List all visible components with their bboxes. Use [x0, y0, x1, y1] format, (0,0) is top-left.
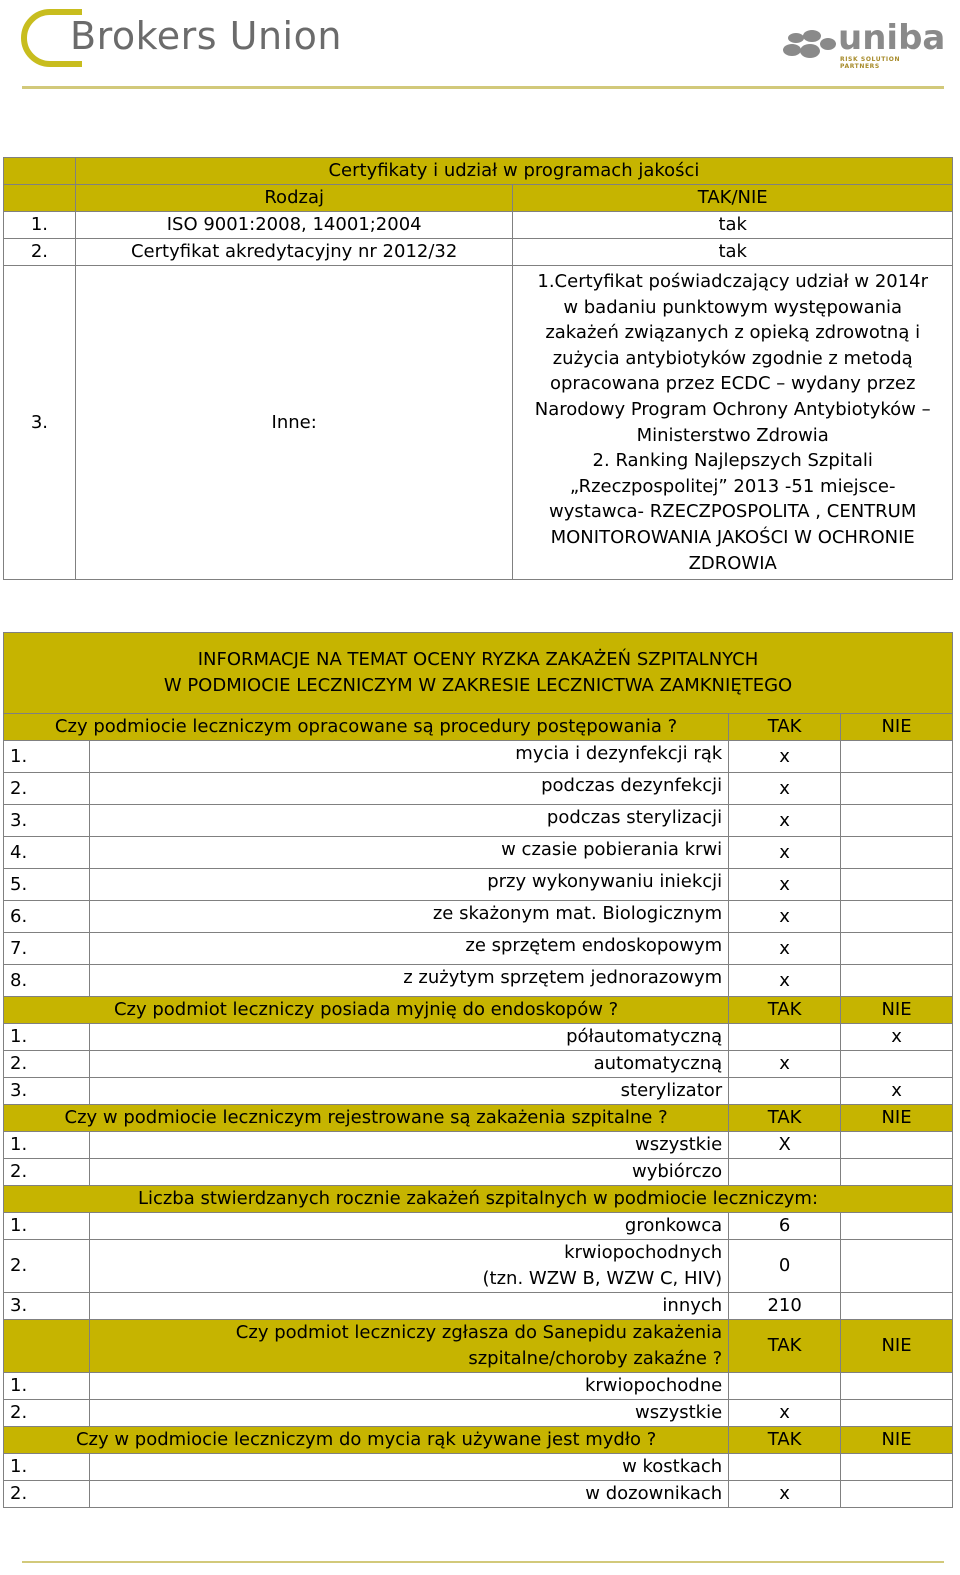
- row-other-details: [513, 266, 953, 580]
- row-label: krwiopochodne: [89, 1373, 728, 1400]
- row-number: 5.: [4, 869, 90, 901]
- section-header-procedures: [4, 714, 953, 741]
- row-number: 1.: [4, 1454, 90, 1481]
- row-type: Inne:: [75, 266, 513, 580]
- certificates-title: Certyfikaty i udział w programach jakości: [75, 158, 952, 185]
- row-yes: [729, 1373, 841, 1400]
- row-number: 1.: [4, 1132, 90, 1159]
- other-line: Ministerstwo Zdrowia: [636, 424, 829, 446]
- uniba-logo-text: uniba: [838, 18, 946, 58]
- other-line: Narodowy Program Ochrony Antybiotyków –: [534, 398, 931, 420]
- section-question-line1: Czy podmiot leczniczy zgłasza do Sanepidu zakażenia: [235, 1322, 723, 1343]
- row-number: 2.: [4, 1051, 90, 1078]
- row-label: innych: [89, 1293, 728, 1320]
- column-header-yes-no: TAK/NIE: [513, 185, 953, 212]
- row-label: gronkowca: [89, 1213, 728, 1240]
- other-line: MONITOROWANIA JAKOŚCI W OCHRONIE: [550, 526, 915, 548]
- column-header-no: NIE: [841, 1105, 953, 1132]
- table-row: [4, 1078, 953, 1105]
- row-yes: [729, 1078, 841, 1105]
- row-yes: x: [729, 805, 841, 837]
- section-question: Liczba stwierdzanych rocznie zakażeń szpitalnych w podmiocie leczniczym:: [4, 1186, 953, 1213]
- column-header-yes: TAK: [729, 1320, 841, 1373]
- table-row: [4, 1454, 953, 1481]
- table-row: [4, 239, 953, 266]
- row-yes: x: [729, 1051, 841, 1078]
- row-number: 2.: [4, 1481, 90, 1508]
- row-value: tak: [513, 212, 953, 239]
- column-header-no: NIE: [841, 997, 953, 1024]
- row-no: [841, 1400, 953, 1427]
- section-header-infection-counts: [4, 1186, 953, 1213]
- empty-cell: [841, 1240, 953, 1293]
- row-yes: x: [729, 901, 841, 933]
- row-label: półautomatyczną: [89, 1024, 728, 1051]
- row-number: 2.: [4, 1240, 90, 1293]
- empty-cell: [4, 1320, 90, 1373]
- row-label: w dozownikach: [89, 1481, 728, 1508]
- row-label: ze skażonym mat. Biologicznym: [89, 901, 728, 933]
- table-row: [4, 933, 953, 965]
- row-yes: [729, 1454, 841, 1481]
- row-number: 1.: [4, 741, 90, 773]
- row-number: 2.: [4, 1400, 90, 1427]
- row-no: [841, 965, 953, 997]
- row-yes: [729, 1159, 841, 1186]
- certificates-header-row: [4, 185, 953, 212]
- column-header-no: NIE: [841, 1427, 953, 1454]
- risk-title: [4, 633, 953, 714]
- row-label: w kostkach: [89, 1454, 728, 1481]
- table-row: [4, 1213, 953, 1240]
- row-label: podczas sterylizacji: [89, 805, 728, 837]
- row-label: przy wykonywaniu iniekcji: [89, 869, 728, 901]
- row-no: x: [841, 1024, 953, 1051]
- other-line: zakażeń związanych z opieką zdrowotną i: [545, 322, 921, 344]
- row-no: [841, 805, 953, 837]
- section-question-line2: szpitalne/choroby zakaźne ?: [468, 1348, 723, 1369]
- table-row-other: [4, 266, 953, 580]
- table-row: [4, 1293, 953, 1320]
- table-row: [4, 901, 953, 933]
- row-label: sterylizator: [89, 1078, 728, 1105]
- risk-title-row: [4, 633, 953, 714]
- table-row: [4, 1400, 953, 1427]
- other-line: 2. Ranking Najlepszych Szpitali: [592, 450, 873, 472]
- row-number: 7.: [4, 933, 90, 965]
- row-no: [841, 741, 953, 773]
- row-type: Certyfikat akredytacyjny nr 2012/32: [75, 239, 513, 266]
- table-row: [4, 1373, 953, 1400]
- row-label: podczas dezynfekcji: [89, 773, 728, 805]
- uniba-logo-subtext: RISK SOLUTION PARTNERS: [840, 56, 901, 70]
- infection-risk-table: [3, 632, 953, 1508]
- uniba-logo-icon: [782, 24, 838, 64]
- row-no: [841, 1454, 953, 1481]
- certificates-table: [3, 157, 953, 580]
- row-label: wszystkie: [89, 1400, 728, 1427]
- section-question: Czy w podmiocie leczniczym rejestrowane są zakażenia szpitalne ?: [4, 1105, 729, 1132]
- row-no: [841, 1159, 953, 1186]
- row-number: 3.: [4, 1293, 90, 1320]
- other-line: w badaniu punktowym występowania: [563, 296, 903, 318]
- table-row: [4, 741, 953, 773]
- row-number: 1.: [4, 1213, 90, 1240]
- row-no: x: [841, 1078, 953, 1105]
- row-yes: x: [729, 1400, 841, 1427]
- row-label: w czasie pobierania krwi: [89, 837, 728, 869]
- empty-cell: [4, 158, 76, 185]
- empty-cell: [841, 1293, 953, 1320]
- row-no: [841, 1051, 953, 1078]
- row-number: 3.: [4, 1078, 90, 1105]
- empty-cell: [4, 185, 76, 212]
- other-line: 1.Certyfikat poświadczający udział w 2014r: [537, 271, 929, 292]
- row-no: [841, 1373, 953, 1400]
- row-number: 2.: [4, 239, 76, 266]
- row-label: mycia i dezynfekcji rąk: [89, 741, 728, 773]
- empty-cell: [841, 1213, 953, 1240]
- other-line: zużycia antybiotyków zgodnie z metodą: [552, 347, 913, 369]
- row-no: [841, 1132, 953, 1159]
- row-count: 210: [729, 1293, 841, 1320]
- page-header: [0, 0, 960, 92]
- row-yes: x: [729, 773, 841, 805]
- row-label: wybiórczo: [89, 1159, 728, 1186]
- row-yes: x: [729, 1481, 841, 1508]
- table-row: [4, 805, 953, 837]
- section-header-sanepid-report: [4, 1320, 953, 1373]
- risk-title-line1: INFORMACJE NA TEMAT OCENY RYZKA ZAKAŻEŃ SZPITALNYCH: [197, 649, 759, 670]
- table-row: [4, 1024, 953, 1051]
- row-number: 4.: [4, 837, 90, 869]
- header-divider: [22, 86, 944, 89]
- section-header-endoscope-washer: [4, 997, 953, 1024]
- brokers-union-logo-text: Brokers Union: [70, 14, 342, 58]
- column-header-type: Rodzaj: [75, 185, 513, 212]
- table-row: [4, 837, 953, 869]
- row-yes: x: [729, 869, 841, 901]
- table-row: [4, 1481, 953, 1508]
- section-question: Czy podmiocie leczniczym opracowane są procedury postępowania ?: [4, 714, 729, 741]
- row-number: 2.: [4, 773, 90, 805]
- row-no: [841, 837, 953, 869]
- column-header-yes: TAK: [729, 714, 841, 741]
- row-no: [841, 773, 953, 805]
- row-yes: x: [729, 741, 841, 773]
- section-question: [89, 1320, 728, 1373]
- row-count: 0: [729, 1240, 841, 1293]
- column-header-no: NIE: [841, 1320, 953, 1373]
- other-line: wystawca- RZECZPOSPOLITA , CENTRUM: [549, 501, 917, 523]
- row-yes: x: [729, 965, 841, 997]
- row-number: 3.: [4, 805, 90, 837]
- other-line: opracowana przez ECDC – wydany przez: [549, 373, 916, 395]
- risk-title-line2: W PODMIOCIE LECZNICZYM W ZAKRESIE LECZNICTWA ZAMKNIĘTEGO: [163, 675, 793, 696]
- row-label: automatyczną: [89, 1051, 728, 1078]
- table-row: [4, 1159, 953, 1186]
- row-label: z zużytym sprzętem jednorazowym: [89, 965, 728, 997]
- row-yes: X: [729, 1132, 841, 1159]
- table-row: [4, 773, 953, 805]
- row-type: ISO 9001:2008, 14001;2004: [75, 212, 513, 239]
- row-no: [841, 869, 953, 901]
- table-row: [4, 1132, 953, 1159]
- row-label: wszystkie: [89, 1132, 728, 1159]
- row-yes: [729, 1024, 841, 1051]
- table-row: [4, 965, 953, 997]
- table-row: [4, 869, 953, 901]
- column-header-yes: TAK: [729, 997, 841, 1024]
- footer-divider: [22, 1561, 944, 1563]
- row-number: 3.: [4, 266, 76, 580]
- column-header-yes: TAK: [729, 1105, 841, 1132]
- other-line: „Rzeczpospolitej” 2013 -51 miejsce-: [569, 475, 896, 497]
- table-row: [4, 1240, 953, 1293]
- row-count: 6: [729, 1213, 841, 1240]
- row-yes: x: [729, 837, 841, 869]
- row-label-line1: krwiopochodnych: [564, 1242, 723, 1263]
- row-yes: x: [729, 933, 841, 965]
- row-label: [89, 1240, 728, 1293]
- certificates-title-row: [4, 158, 953, 185]
- table-row: [4, 212, 953, 239]
- section-header-hand-soap: [4, 1427, 953, 1454]
- table-row: [4, 1051, 953, 1078]
- row-no: [841, 933, 953, 965]
- uniba-logo: [782, 18, 946, 70]
- column-header-no: NIE: [841, 714, 953, 741]
- row-number: 6.: [4, 901, 90, 933]
- row-number: 8.: [4, 965, 90, 997]
- row-number: 1.: [4, 212, 76, 239]
- row-label: ze sprzętem endoskopowym: [89, 933, 728, 965]
- other-line: ZDROWIA: [688, 552, 777, 574]
- section-header-registered-infections: [4, 1105, 953, 1132]
- row-number: 1.: [4, 1024, 90, 1051]
- row-number: 2.: [4, 1159, 90, 1186]
- section-question: Czy podmiot leczniczy posiada myjnię do endoskopów ?: [4, 997, 729, 1024]
- row-value: tak: [513, 239, 953, 266]
- section-question: Czy w podmiocie leczniczym do mycia rąk używane jest mydło ?: [4, 1427, 729, 1454]
- row-no: [841, 901, 953, 933]
- row-number: 1.: [4, 1373, 90, 1400]
- row-label-line2: (tzn. WZW B, WZW C, HIV): [482, 1268, 723, 1289]
- row-no: [841, 1481, 953, 1508]
- column-header-yes: TAK: [729, 1427, 841, 1454]
